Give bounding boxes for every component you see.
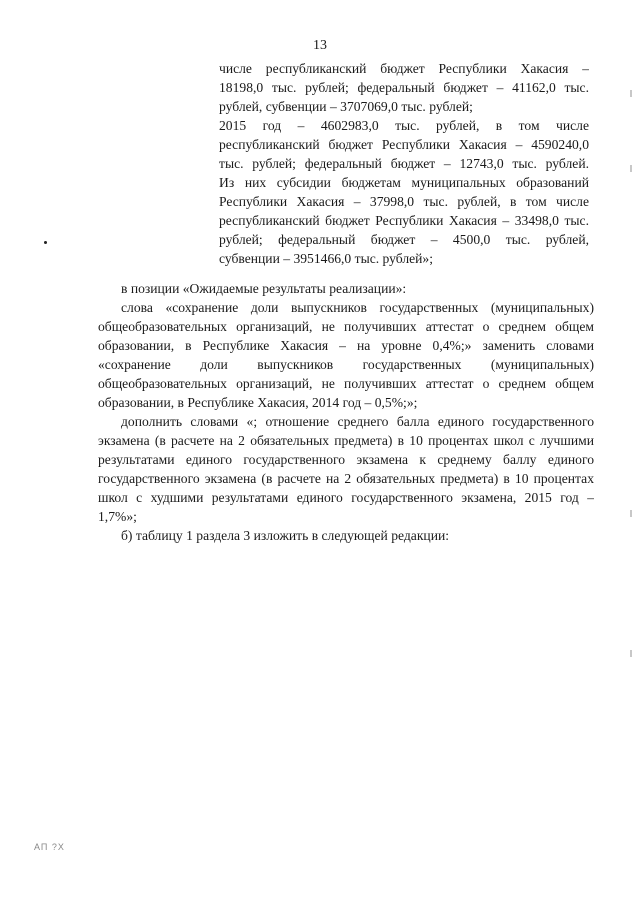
page-number: 13 (313, 38, 327, 53)
scan-mark (630, 90, 632, 97)
paragraph-line: «сохранение доли выпускников государственных (муниципальных) (98, 357, 594, 372)
paragraph-line: экзамена (в расчете на 2 обязательных предмета) в 10 процентах школ с лучшими (98, 433, 594, 448)
scan-mark (630, 650, 632, 657)
paragraph-line: школ с худшими результатами единого государственного экзамена, 2015 год – (98, 490, 594, 505)
budget-line: числе республиканский бюджет Республики Хакасия – (219, 61, 589, 76)
budget-line: рублей; федеральный бюджет – 4500,0 тыс. рублей, (219, 232, 589, 247)
paragraph-line: 1,7%»; (98, 509, 137, 524)
budget-line: 18198,0 тыс. рублей; федеральный бюджет – 41162,0 тыс. (219, 80, 589, 95)
table-instruction: б) таблицу 1 раздела 3 изложить в следующей редакции: (121, 528, 450, 543)
paragraph-line: общеобразовательных организаций, не получивших аттестат о среднем общем (98, 376, 594, 391)
budget-line: Республики Хакасия – 37998,0 тыс. рублей, в том числе (219, 194, 589, 209)
paragraph-line: дополнить словами «; отношение среднего балла единого государственного (121, 414, 594, 429)
paragraph-line: слова «сохранение доли выпускников государственных (муниципальных) (121, 300, 594, 315)
paragraph-line: образовании, в Республике Хакасия, 2014 год – 0,5%;»; (98, 395, 418, 410)
section-heading: в позиции «Ожидаемые результаты реализации»: (121, 281, 407, 296)
budget-line: 2015 год – 4602983,0 тыс. рублей, в том числе (219, 118, 589, 133)
footer-stamp: АП ?Х (34, 842, 65, 852)
paragraph-line: образовании, в Республике Хакасия – на уровне 0,4%;» заменить словами (98, 338, 594, 353)
scan-mark (630, 165, 632, 172)
budget-line: рублей, субвенции – 3707069,0 тыс. рублей; (219, 99, 473, 114)
budget-line: субвенции – 3951466,0 тыс. рублей»; (219, 251, 434, 266)
scan-mark (630, 510, 632, 517)
paragraph-line: результатами единого государственного экзамена к среднему баллу единого (98, 452, 594, 467)
paragraph-line: общеобразовательных организаций, не получивших аттестат о среднем общем (98, 319, 594, 334)
scan-speck (44, 241, 47, 244)
budget-line: тыс. рублей; федеральный бюджет – 12743,0 тыс. рублей. (219, 156, 589, 171)
paragraph-line: государственного экзамена (в расчете на 2 обязательных предмета) в 10 процентах (98, 471, 594, 486)
budget-line: республиканский бюджет Республики Хакасия – 33498,0 тыс. (219, 213, 589, 228)
budget-line: Из них субсидии бюджетам муниципальных образований (219, 175, 589, 190)
budget-line: республиканский бюджет Республики Хакасия – 4590240,0 (219, 137, 589, 152)
